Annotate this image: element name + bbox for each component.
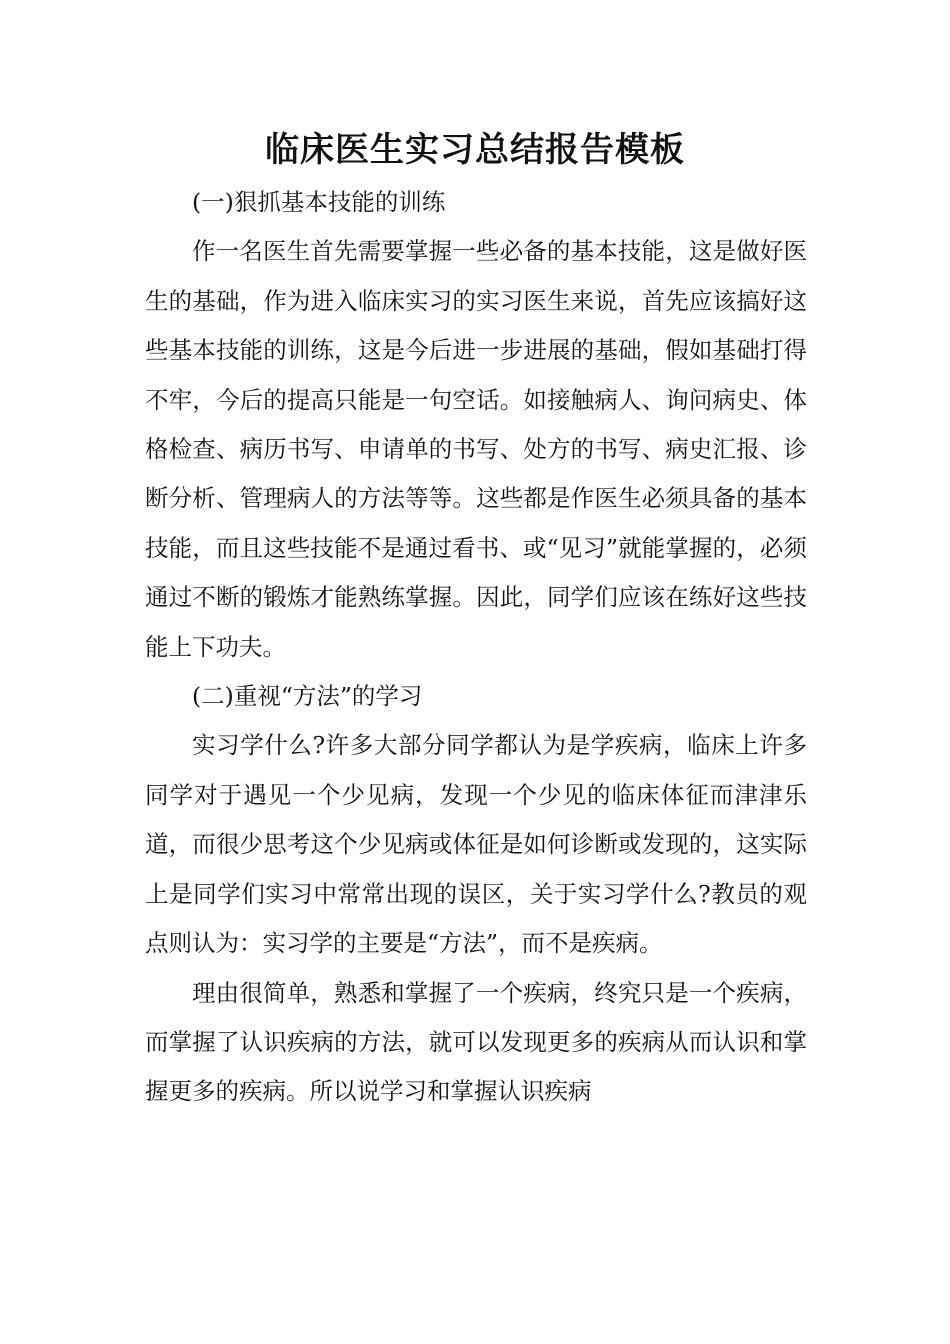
section-heading-1: (一)狠抓基本技能的训练 <box>192 188 446 216</box>
paragraph-basic-skills: 作一名医生首先需要掌握一些必备的基本技能，这是做好医生的基础，作为进入临床实习的实习医生来说，首先应该搞好这些基本技能的训练，这是今后进一步进展的基础，假如基础打得不牢，今后的提高只能是一句空话。如接触病人、询问病史、体格检查、病历书写、申请单的书写、处方的书写、病史汇报、诊断分析、管理病人的方法等等。这些都是作医生必须具备的基本技能，而且这些技能不是通过看书、或“见习”就能掌握的，必须通过不断的锻炼才能熟练掌握。因此，同学们应该在练好这些技能上下功夫。 <box>145 237 807 661</box>
section-heading-2: (二)重视“方法”的学习 <box>192 682 423 711</box>
paragraph-reason: 理由很简单，熟悉和掌握了一个疾病，终究只是一个疾病，而掌握了认识疾病的方法，就可以发现更多的疾病从而认识和掌握更多的疾病。所以说学习和掌握认识疾病 <box>145 978 807 1106</box>
document-title: 临床医生实习总结报告模板 <box>265 130 685 170</box>
paragraph-what-to-learn: 实习学什么?许多大部分同学都认为是学疾病，临床上许多同学对于遇见一个少见病，发现一个少见的临床体征而津津乐道，而很少思考这个少见病或体征是如何诊断或发现的，这实际上是同学们实习中常常出现的误区，关于实习学什么?教员的观点则认为：实习学的主要是“方法”，而不是疾病。 <box>145 731 807 958</box>
document-body <box>145 178 807 1117</box>
